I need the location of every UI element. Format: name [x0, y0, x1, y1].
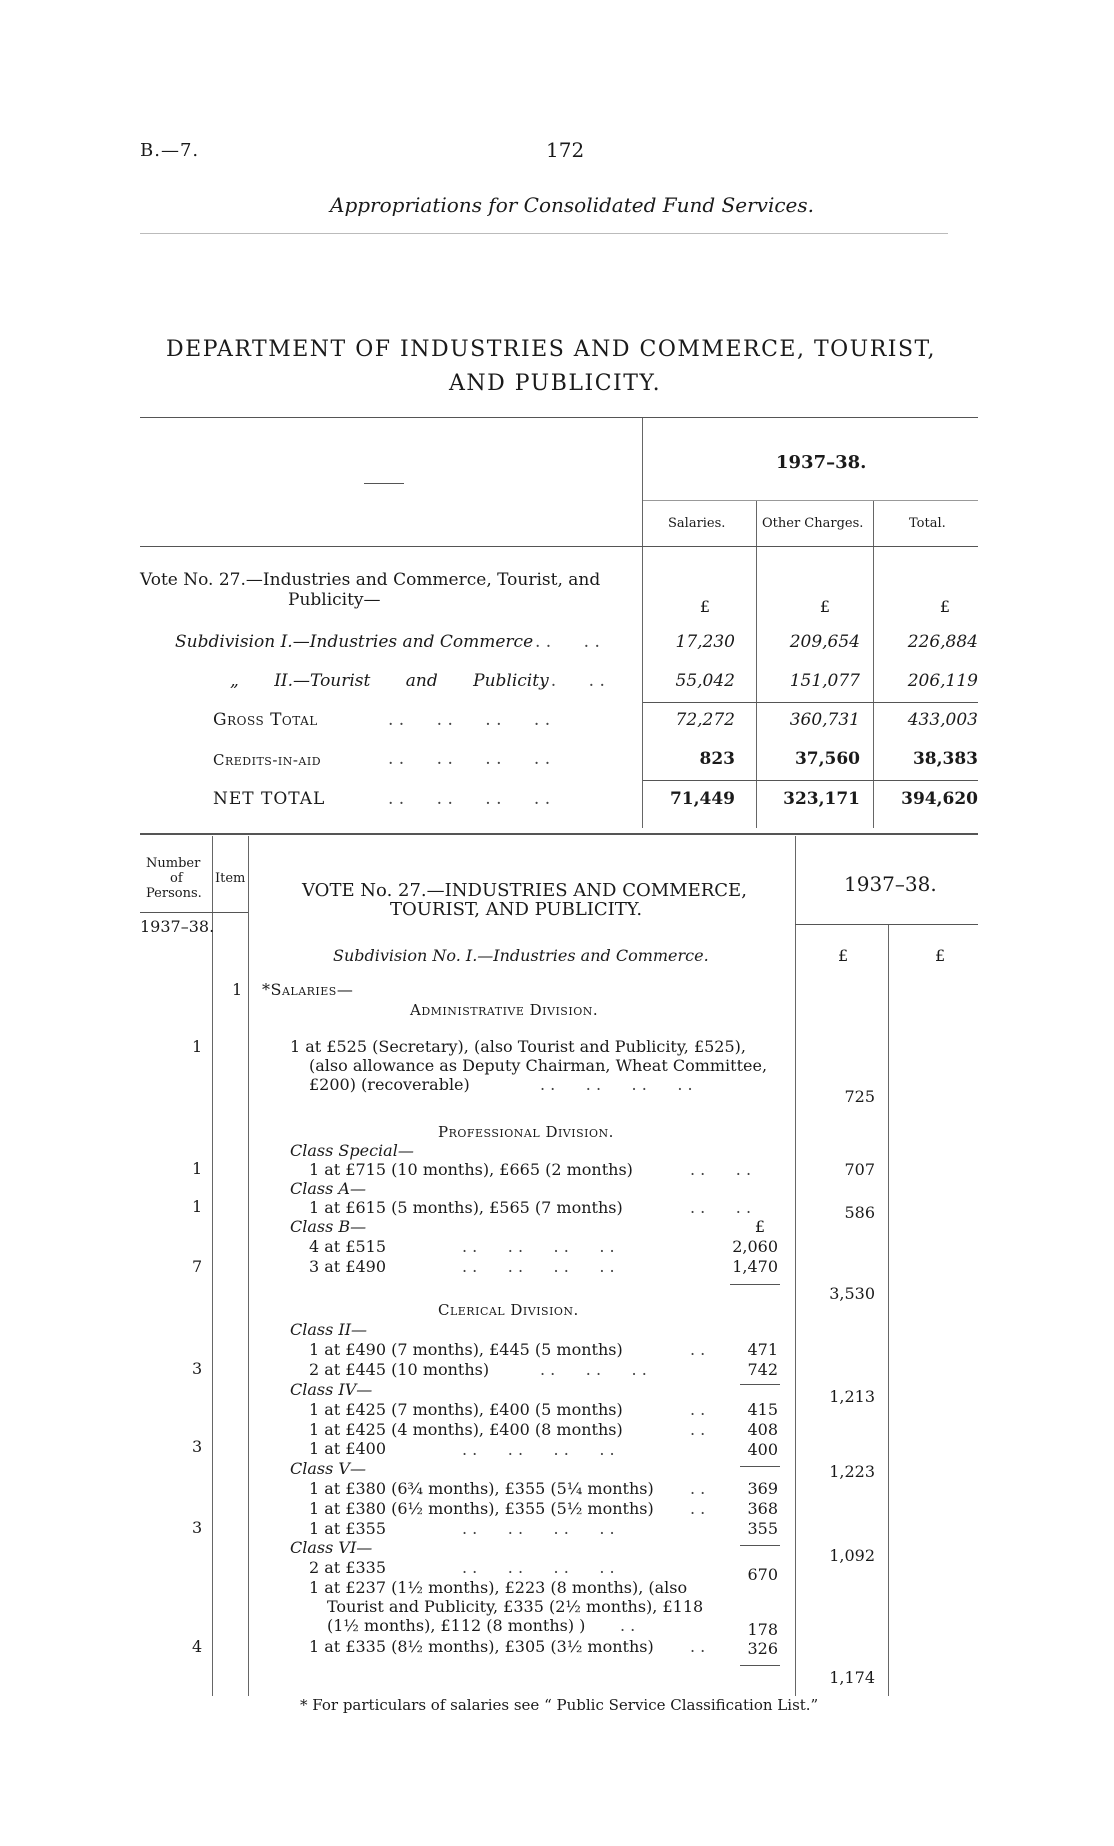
detail-line: 1 at £237 (1½ months), £223 (8 months), (also: [309, 1578, 688, 1597]
detail-line: 1 at £400: [309, 1439, 387, 1458]
header-rule: [140, 233, 948, 234]
clerical-division-heading: Clerical Division.: [438, 1301, 579, 1319]
leader-dots: . .: [690, 1420, 706, 1439]
leader-dots: . . . . . . . .: [462, 1558, 615, 1577]
leader-dots: . .: [690, 1479, 706, 1498]
summary-cell-salaries: 72,272: [675, 710, 735, 730]
vote-line-1: Vote No. 27.—Industries and Commerce, Tourist, and: [140, 570, 601, 590]
persons-count: 1: [192, 1159, 203, 1178]
sum-rule: [730, 1284, 780, 1285]
detail-line: 2 at £445 (10 months): [309, 1360, 490, 1379]
leader-dots: . .: [690, 1637, 706, 1656]
detail-line: 1 at £335 (8½ months), £305 (3½ months): [309, 1637, 654, 1656]
leader-dots: . . . . . .: [540, 1360, 647, 1379]
subtotal-rule: [643, 780, 978, 781]
salaries-heading: *Salaries—: [262, 980, 354, 999]
amount: 1,092: [829, 1546, 875, 1565]
persons-count: 3: [192, 1437, 203, 1456]
admin-line-2: (also allowance as Deputy Chairman, Wheat Committee,: [309, 1056, 768, 1075]
sub-amount: 408: [747, 1420, 778, 1439]
detail-line: (1½ months), £112 (8 months) ): [327, 1616, 586, 1635]
summary-row-label: NET TOTAL: [213, 789, 326, 809]
summary-cell-total: 38,383: [912, 749, 978, 769]
column-header-other-charges: Other Charges.: [762, 516, 864, 531]
leader-dots: . .: [690, 1499, 706, 1518]
detail-line: 1 at £380 (6¾ months), £355 (5¼ months): [309, 1479, 654, 1498]
persons-count: 1: [192, 1197, 203, 1216]
summary-cell-salaries: 71,449: [669, 789, 735, 809]
summary-row-label: Credits-in-aid: [213, 751, 322, 769]
column-header-total: Total.: [909, 516, 946, 531]
vote-line-2: Publicity—: [288, 590, 381, 610]
summary-cell-other: 323,171: [783, 789, 860, 809]
currency-sub: £: [754, 1217, 765, 1236]
summary-row-label: Gross Total: [213, 710, 318, 730]
detail-line: Tourist and Publicity, £335 (2½ months), £118: [327, 1597, 704, 1616]
summary-cell-other: 360,731: [789, 710, 860, 730]
summary-cell-salaries: 55,042: [675, 671, 735, 691]
amount: 3,530: [829, 1284, 875, 1303]
amount: 1,223: [829, 1462, 875, 1481]
summary-cell-other: 37,560: [794, 749, 860, 769]
detail-line: 1 at £355: [309, 1519, 387, 1538]
detail-line: 1 at £490 (7 months), £445 (5 months): [309, 1340, 623, 1359]
leader-dots: . . . .: [540, 671, 605, 691]
summary-year: 1937–38.: [776, 452, 867, 473]
year-rule: [795, 924, 978, 925]
column-header-number: Number: [146, 856, 201, 871]
leader-dots: . .: [620, 1616, 636, 1635]
leader-dots: . .: [690, 1400, 706, 1419]
subdivision-heading: Subdivision No. I.—Industries and Commerce.: [333, 946, 709, 965]
summary-cell-salaries: 17,230: [675, 632, 735, 652]
leader-dots: . . . . . . . .: [462, 1257, 615, 1276]
detail-line: 1 at £715 (10 months), £665 (2 months): [309, 1160, 633, 1179]
year-rule: [643, 500, 978, 501]
amount: 1,213: [829, 1387, 875, 1406]
summary-cell-salaries: 823: [699, 749, 735, 769]
department-title-line1: DEPARTMENT OF INDUSTRIES AND COMMERCE, TOURIST,: [166, 337, 936, 362]
leader-dots: . . . .: [535, 632, 600, 652]
sub-amount: 670: [747, 1565, 778, 1584]
summary-bottom-rule: [140, 833, 978, 835]
class-heading: Class II—: [290, 1320, 368, 1339]
sum-rule: [740, 1545, 780, 1546]
column-header-salaries: Salaries.: [668, 516, 726, 531]
leader-dots: . . . .: [690, 1160, 752, 1179]
document-reference: B.—7.: [140, 140, 200, 161]
detail-line: 1 at £425 (7 months), £400 (5 months): [309, 1400, 623, 1419]
amount: 725: [844, 1087, 875, 1106]
sum-rule: [740, 1665, 780, 1666]
running-title: Appropriations for Consolidated Fund Services.: [330, 193, 815, 217]
admin-line-1: 1 at £525 (Secretary), (also Tourist and Publicity, £525),: [290, 1037, 746, 1056]
sub-amount: 326: [747, 1639, 778, 1658]
leader-dots: . . . . . . . .: [462, 1440, 615, 1459]
leader-dots: . . . .: [690, 1198, 752, 1217]
amount: 1,174: [829, 1668, 875, 1687]
summary-cell-other: 209,654: [789, 632, 860, 652]
summary-divider: [873, 500, 874, 828]
summary-row-label: „ II.—Tourist and Publicity: [230, 671, 549, 691]
summary-cell-total: 206,119: [907, 671, 978, 691]
leader-dots: . .: [690, 1340, 706, 1359]
amount: 586: [844, 1203, 875, 1222]
leader-dots: . . . . . . . .: [388, 789, 551, 809]
sub-amount: 178: [747, 1620, 778, 1639]
leader-dots: . . . . . . . .: [388, 710, 551, 730]
sub-amount: 368: [747, 1499, 778, 1518]
item-number: 1: [232, 980, 243, 999]
leader-dots: . . . . . . . .: [462, 1237, 615, 1256]
summary-row-label: Subdivision I.—Industries and Commerce: [175, 632, 534, 652]
currency-col-2: £: [935, 946, 946, 965]
class-heading: Class B—: [290, 1217, 367, 1236]
prof-division-heading: Professional Division.: [438, 1123, 614, 1141]
persons-count: 7: [192, 1257, 203, 1276]
admin-division-heading: Administrative Division.: [410, 1001, 599, 1019]
vote-title-line2: TOURIST, AND PUBLICITY.: [390, 899, 643, 920]
column-header-item: Item: [215, 871, 246, 886]
sub-amount: 471: [747, 1340, 778, 1359]
summary-divider: [642, 418, 643, 828]
detail-line: 1 at £425 (4 months), £400 (8 months): [309, 1420, 623, 1439]
column-year-left: 1937–38.: [140, 917, 215, 936]
detail-line: 1 at £380 (6½ months), £355 (5½ months): [309, 1499, 654, 1518]
detail-divider: [888, 925, 889, 1696]
class-heading: Class Special—: [290, 1141, 414, 1160]
column-header-rule: [140, 546, 978, 547]
summary-divider: [756, 500, 757, 828]
summary-cell-total: 394,620: [901, 789, 978, 809]
currency-salaries: £: [699, 597, 710, 616]
column-header-rule: [140, 912, 248, 913]
sum-rule: [740, 1466, 780, 1467]
footnote: * For particulars of salaries see “ Public Service Classification List.”: [300, 1696, 819, 1714]
summary-top-rule: [140, 417, 978, 418]
sub-amount: 355: [747, 1519, 778, 1538]
detail-divider: [212, 836, 213, 1696]
persons-count: 1: [192, 1037, 203, 1056]
admin-line-3: £200) (recoverable): [309, 1075, 470, 1094]
dash-placeholder: [364, 483, 404, 484]
summary-cell-other: 151,077: [789, 671, 860, 691]
currency-total: £: [939, 597, 950, 616]
column-year-right: 1937–38.: [844, 872, 937, 896]
subtotal-rule: [643, 702, 978, 703]
class-heading: Class V—: [290, 1459, 366, 1478]
currency-other: £: [819, 597, 830, 616]
detail-divider: [795, 836, 796, 1696]
column-header-persons: Persons.: [146, 886, 202, 901]
sub-amount: 415: [747, 1400, 778, 1419]
class-heading: Class VI—: [290, 1538, 373, 1557]
page-number: 172: [546, 138, 585, 162]
detail-line: 1 at £615 (5 months), £565 (7 months): [309, 1198, 623, 1217]
sub-amount: 369: [747, 1479, 778, 1498]
sum-rule: [740, 1384, 780, 1385]
leader-dots: . . . . . . . .: [462, 1519, 615, 1538]
summary-cell-total: 226,884: [907, 632, 978, 652]
leader-dots: . . . . . . . .: [388, 749, 551, 769]
detail-line: 2 at £335: [309, 1558, 387, 1577]
detail-line: 4 at £515: [309, 1237, 387, 1256]
sub-amount: 1,470: [732, 1257, 778, 1276]
column-header-of: of: [170, 871, 183, 886]
leader-dots: . . . . . . . .: [540, 1075, 693, 1094]
amount: 707: [844, 1160, 875, 1179]
summary-cell-total: 433,003: [907, 710, 978, 730]
persons-count: 3: [192, 1359, 203, 1378]
department-title-line2: AND PUBLICITY.: [449, 371, 662, 396]
detail-line: 3 at £490: [309, 1257, 387, 1276]
vote-title-line1: VOTE No. 27.—INDUSTRIES AND COMMERCE,: [302, 880, 747, 901]
class-heading: Class IV—: [290, 1380, 373, 1399]
sub-amount: 742: [747, 1360, 778, 1379]
persons-count: 3: [192, 1518, 203, 1537]
sub-amount: 2,060: [732, 1237, 778, 1256]
sub-amount: 400: [747, 1440, 778, 1459]
detail-divider: [248, 836, 249, 1696]
currency-col-1: £: [838, 946, 849, 965]
class-heading: Class A—: [290, 1179, 366, 1198]
persons-count: 4: [192, 1637, 203, 1656]
